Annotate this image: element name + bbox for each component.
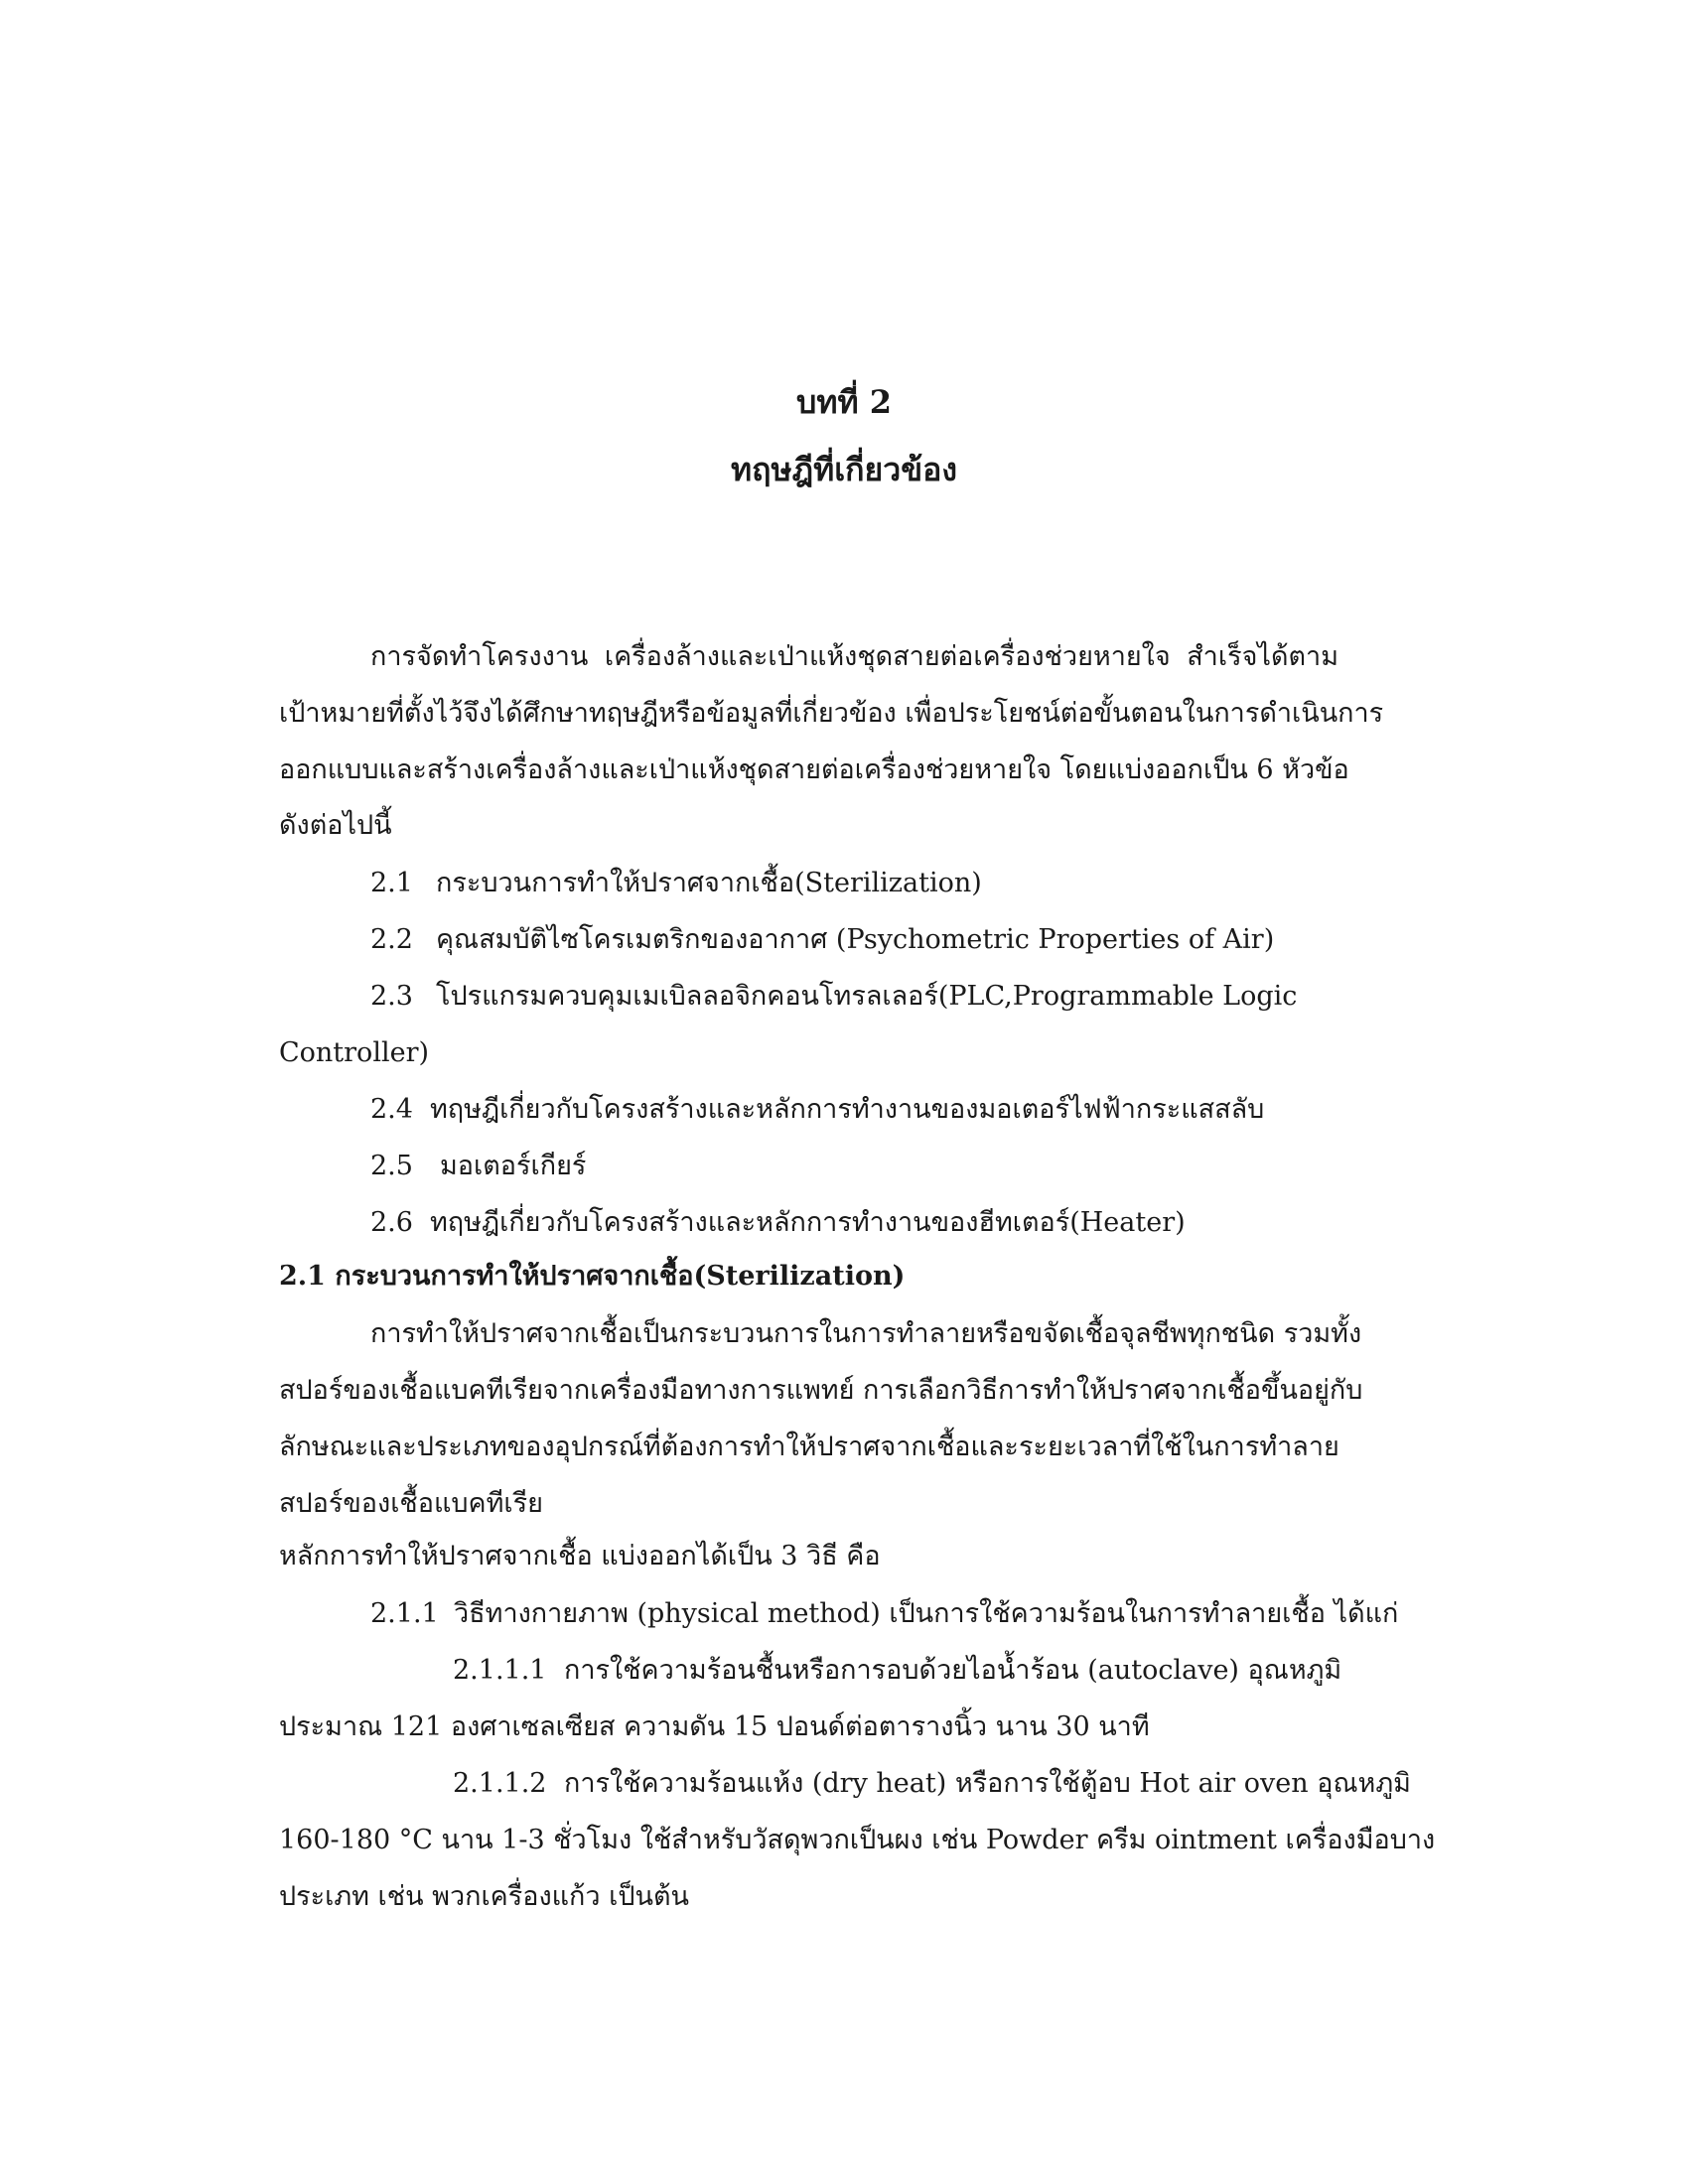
method-2-1-1-1: [453, 1655, 1342, 1686]
topic-number: 2.4: [370, 1094, 413, 1125]
topic-number: 2.3: [370, 981, 413, 1012]
intro-line-1: การจัดทำโครงงาน เครื่องล้างและเป่าแห้งชุดสายต่อเครื่องช่วยหายใจ สำเร็จได้ตาม: [370, 641, 1338, 672]
topic-text: ทฤษฎีเกี่ยวกับโครงสร้างและหลักการทำงานของมอเตอร์ไฟฟ้ากระแสสลับ: [430, 1094, 1265, 1125]
topic-item: [370, 1096, 1264, 1123]
chapter-number: บทที่ 2: [796, 383, 892, 421]
topic-item: [370, 983, 1297, 1010]
intro-line-2: เป้าหมายที่ตั้งไว้จึงได้ศึกษาทฤษฎีหรือข้อมูลที่เกี่ยวข้อง เพื่อประโยชน์ต่อขั้นตอนในการดำเนินการ: [279, 698, 1384, 729]
topic-number: 2.5: [370, 1151, 413, 1181]
topic-item: [370, 1153, 586, 1179]
intro-line-3: ออกแบบและสร้างเครื่องล้างและเป่าแห้งชุดสายต่อเครื่องช่วยหายใจ โดยแบ่งออกเป็น 6 หัวข้อ: [279, 754, 1349, 785]
topic-continuation: Controller): [279, 1037, 430, 1068]
topic-number: 2.1: [370, 868, 413, 898]
method-text: การใช้ความร้อนชื้นหรือการอบด้วยไอน้ำร้อน (autoclave) อุณหภูมิ: [564, 1655, 1342, 1686]
topic-item: [370, 926, 1274, 953]
section-para-line-3: ลักษณะและประเภทของอุปกรณ์ที่ต้องการทำให้ปราศจากเชื้อและระยะเวลาที่ใช้ในการทำลาย: [279, 1432, 1339, 1462]
method-number: 2.1.1.2: [453, 1768, 547, 1799]
topic-number: 2.2: [370, 924, 413, 955]
method-2-1-1-1-continuation: ประมาณ 121 องศาเซลเซียส ความดัน 15 ปอนด์ต่อตารางนิ้ว นาน 30 นาที: [279, 1711, 1150, 1742]
section-para-line-2: สปอร์ของเชื้อแบคทีเรียจากเครื่องมือทางการแพทย์ การเลือกวิธีการทำให้ปราศจากเชื้อขึ้นอยู่กับ: [279, 1375, 1363, 1406]
method-number: 2.1.1: [370, 1598, 439, 1629]
topic-item: [370, 870, 982, 896]
method-2-1-1-2: [453, 1768, 1411, 1799]
topic-item: [370, 1209, 1186, 1236]
topic-number: 2.6: [370, 1207, 413, 1238]
topic-text: คุณสมบัติไซโครเมตริกของอากาศ (Psychometric Properties of Air): [436, 924, 1275, 955]
method-text: วิธีทางกายภาพ (physical method) เป็นการใช้ความร้อนในการทำลายเชื้อ ได้แก่: [454, 1598, 1399, 1629]
intro-line-4: ดังต่อไปนี้: [279, 810, 392, 841]
method-2-1-1-2-continuation-1: 160-180 °C นาน 1-3 ชั่วโมง ใช้สำหรับวัสดุพวกเป็นผง เช่น Powder ครีม ointment เครื่องมือบาง: [279, 1825, 1436, 1855]
chapter-title: ทฤษฎีที่เกี่ยวข้อง: [731, 451, 957, 488]
method-2-1-1: [370, 1598, 1399, 1629]
methods-intro: หลักการทำให้ปราศจากเชื้อ แบ่งออกได้เป็น 3 วิธี คือ: [279, 1541, 881, 1571]
method-2-1-1-2-continuation-2: ประเภท เช่น พวกเครื่องแก้ว เป็นต้น: [279, 1881, 689, 1912]
topic-text: มอเตอร์เกียร์: [440, 1151, 587, 1181]
method-text: การใช้ความร้อนแห้ง (dry heat) หรือการใช้ตู้อบ Hot air oven อุณหภูมิ: [564, 1768, 1411, 1799]
topic-text: กระบวนการทำให้ปราศจากเชื้อ(Sterilization): [436, 868, 982, 898]
topic-text: โปรแกรมควบคุมเมเบิลลอจิกคอนโทรลเลอร์(PLC,Programmable Logic: [436, 981, 1298, 1012]
section-para-line-1: การทำให้ปราศจากเชื้อเป็นกระบวนการในการทำลายหรือขจัดเชื้อจุลชีพทุกชนิด รวมทั้ง: [370, 1318, 1362, 1349]
section-heading: 2.1 กระบวนการทำให้ปราศจากเชื้อ(Sterilization): [279, 1261, 906, 1292]
topic-text: ทฤษฎีเกี่ยวกับโครงสร้างและหลักการทำงานของฮีทเตอร์(Heater): [430, 1207, 1186, 1238]
section-para-line-4: สปอร์ของเชื้อแบคทีเรีย: [279, 1488, 543, 1519]
method-number: 2.1.1.1: [453, 1655, 547, 1686]
